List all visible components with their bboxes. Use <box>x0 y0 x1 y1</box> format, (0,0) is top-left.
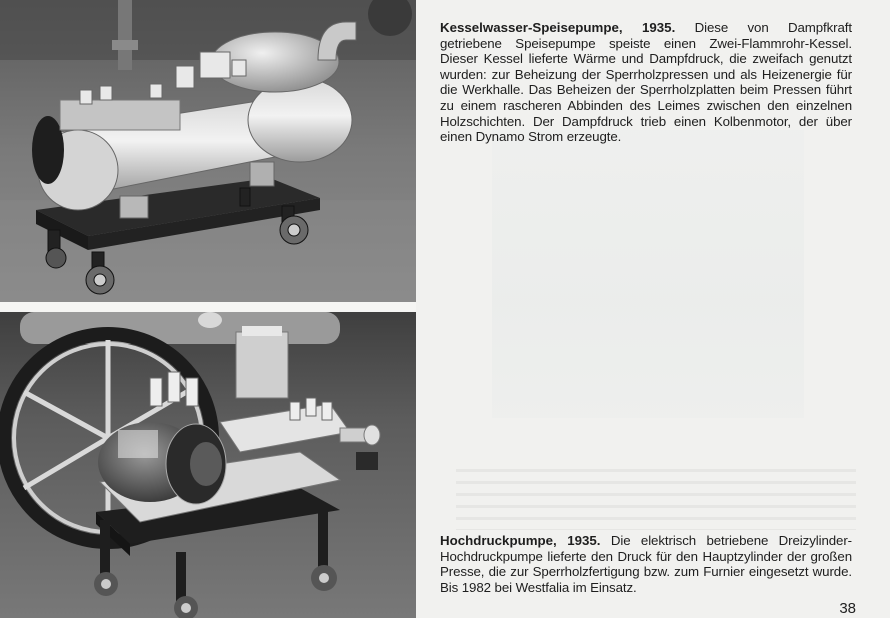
photo-high-pressure-pump <box>0 312 416 618</box>
show-through-image <box>492 130 804 418</box>
photo-feedwater-pump <box>0 0 416 302</box>
caption-feedwater-pump <box>440 20 852 145</box>
caption-body: Diese von Dampfkraft getriebene Speisepumpe speiste einen Zwei-Flammrohr-Kessel. Dieser Kessel lieferte Wärme und Dampfdruck, die zweifach genutzt wurden: zur Beheizung der Sperrholzpressen und als Heizenergie für die Werkhalle. Das Beheizen der Sperrholzplatten beim Pressen führt zu einem rascheren Abbinden des Leimes zwischen den einzelnen Holzschichten. Der Dampfdruck trieb einen Kolbenmotor, der über einen Dynamo Strom erzeugte. <box>440 20 852 145</box>
photo-gap <box>0 302 416 312</box>
page-number: 38 <box>839 600 856 617</box>
caption-title: Hochdruckpumpe, 1935. <box>440 533 601 548</box>
caption-body: Die elektrisch betriebene Dreizylinder-Hochdruckpumpe lieferte den Druck für den Hauptzylinder der großen Presse, die zur Sperrholzfertigung bzw. zum Furnier eingesetzt wurde. Bis 1982 bei Westfalia im Einsatz. <box>440 533 852 595</box>
caption-title: Kesselwasser-Speisepumpe, 1935. <box>440 20 676 35</box>
show-through-text <box>456 460 856 530</box>
caption-high-pressure-pump <box>440 533 852 595</box>
